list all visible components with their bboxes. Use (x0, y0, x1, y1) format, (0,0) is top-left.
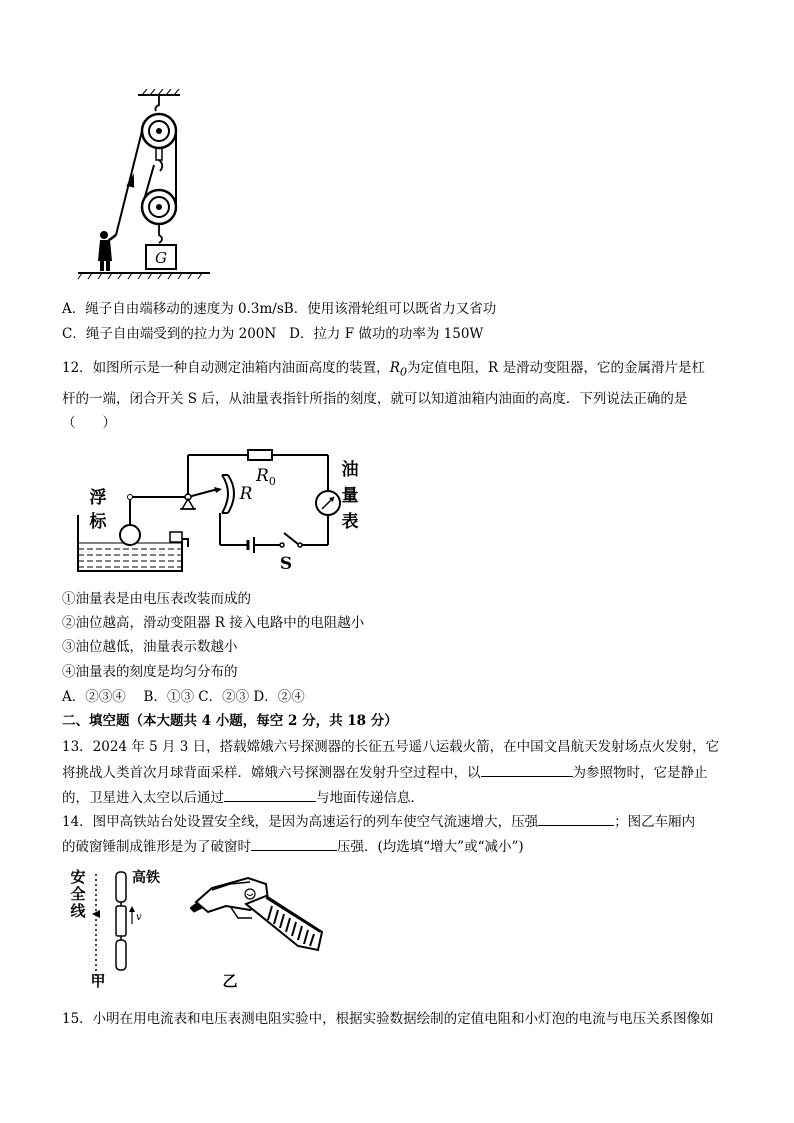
meter-label-3: 表 (341, 512, 359, 532)
figure-jia-label: 甲 (90, 972, 106, 990)
q11-option-c: C．绳子自由端受到的拉力为 200N (62, 326, 277, 342)
q12-text-pre: 12．如图所示是一种自动测定油箱内油面高度的装置， (62, 360, 390, 376)
oil-gauge-circuit-figure (70, 447, 360, 577)
q12-text-line2: 杆的一端，闭合开关 S 后，从油量表指针所指的刻度，就可以知道油箱内油面的高度．下列说法正确的是 (62, 391, 688, 407)
q13-line2-pre: 将挑战人类首次月球背面采样．嫦娥六号探测器在发射升空过程中，以 (62, 765, 481, 781)
q14-line1-pre: 14．图甲高铁站台处设置安全线，是因为高速运行的列车使空气流速增大，压强 (62, 814, 539, 830)
q11-option-d: D．拉力 F 做功的功率为 150W (289, 326, 484, 342)
high-speed-rail-figure (68, 864, 178, 990)
r0-label: $R_0$ (256, 466, 276, 488)
q14-line1-post: ；图乙车厢内 (614, 814, 696, 830)
float-label-1: 浮 (89, 488, 107, 508)
q12-statement-2: ②油位越高，滑动变阻器 R 接入电路中的电阻越小 (62, 615, 365, 631)
safety-hammer-figure (190, 870, 340, 990)
q12-statement-3: ③油位越低，油量表示数越小 (62, 639, 238, 655)
q13-line2 (62, 762, 708, 783)
safety-line-label-1: 安 (70, 868, 86, 886)
pulley-figure (70, 85, 220, 285)
q14-line2 (62, 836, 524, 857)
q14-line2-post: 压强．(均选填“增大”或“减小”) (337, 839, 524, 855)
q12-statement-4: ④油量表的刻度是均匀分布的 (62, 664, 238, 680)
q15-line1: 15．小明在用电流表和电压表测电阻实验中，根据实验数据绘制的定值电阻和小灯泡的电流与电压关系图像如 (62, 1011, 714, 1027)
q13-line3 (62, 787, 424, 808)
q13-line1: 13．2024 年 5 月 3 日，搭载嫦娥六号探测器的长征五号遥八运载火箭，在中国文昌航天发射场点火发射，它 (62, 739, 720, 755)
q12-text-line3: （ ） (62, 415, 116, 431)
q14-blank-2[interactable] (251, 836, 337, 851)
switch-label: S (279, 554, 293, 574)
train-label: 高铁 (132, 870, 160, 886)
q12-text-post: 为定值电阻，R 是滑动变阻器，它的金属滑片是杠 (407, 360, 705, 376)
meter-label-1: 油 (341, 460, 359, 480)
q14-line2-pre: 的破窗锤制成锥形是为了破窗时 (62, 839, 251, 855)
velocity-label: v (136, 912, 142, 923)
q13-line3-post: 与地面传递信息． (316, 790, 424, 806)
q14-blank-1[interactable] (538, 811, 614, 826)
safety-line-label-2: 全 (70, 885, 86, 903)
rheostat-label: R (239, 484, 253, 504)
q12-options: A．②③④ B．①③ C．②③ D．②④ (62, 689, 305, 705)
q12-r0-sub: 0 (399, 365, 408, 379)
q13-blank-1[interactable] (481, 762, 573, 777)
figure-yi-label: 乙 (222, 972, 238, 990)
weight-label: G (155, 249, 167, 267)
section2-title: 二、填空题（本大题共 4 小题，每空 2 分，共 18 分） (62, 713, 398, 729)
q11-options-row1 (62, 299, 496, 319)
q11-option-b: B．使用该滑轮组可以既省力又省功 (283, 301, 497, 317)
q11-option-a: A．绳子自由端移动的速度为 0.3m/s (62, 301, 284, 317)
q11-options-row2 (62, 324, 483, 344)
float-label-2: 标 (89, 512, 107, 532)
q13-line3-pre: 的，卫星进入太空以后通过 (62, 790, 224, 806)
q14-line1 (62, 811, 695, 832)
q13-line2-post: 为参照物时，它是静止 (572, 765, 708, 781)
q12-r0-symbol (389, 360, 408, 379)
q12-text-line1 (62, 358, 705, 383)
safety-line-label-3: 线 (70, 902, 86, 920)
q12-statement-1: ①油量表是由电压表改装而成的 (62, 591, 251, 607)
q12-r0-letter: R (389, 360, 400, 376)
q13-blank-2[interactable] (224, 787, 316, 802)
meter-label-2: 量 (341, 486, 359, 506)
